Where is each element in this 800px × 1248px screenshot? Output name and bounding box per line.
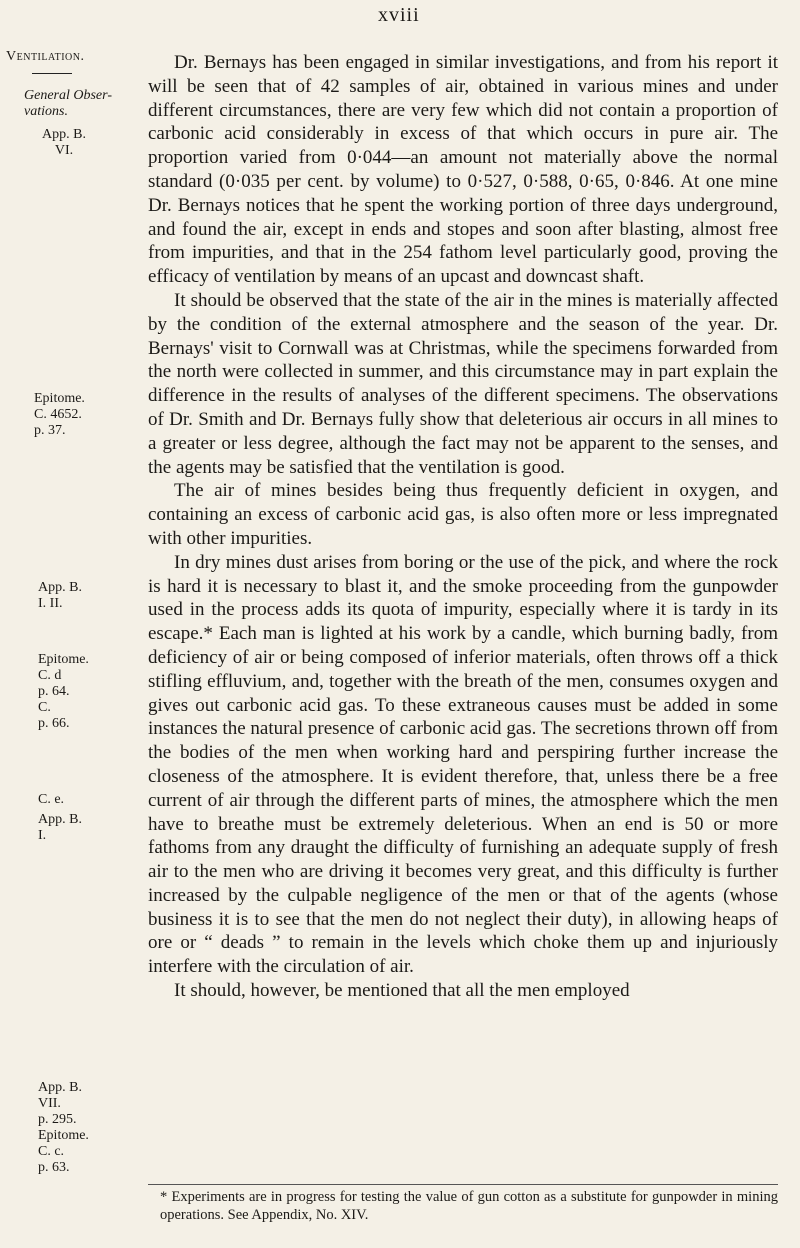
footnote-rule bbox=[148, 1184, 778, 1185]
paragraph-external-atmosphere: It should be observed that the state of the air in the mines is materially affected by the condition of the external atmosphere and the season of the year. Dr. Bernays' visit to Cornwall was at Christmas, while the specimens forwarded from the north were collected in summer, and this circumstance may in part explain the difference in the results of analyses of the different specimens. The observations of Dr. Smith and Dr. Bernays fully show that deleterious air occurs in all mines to a greater or less degree, although the fact may not be apparent to the senses, and the agents may be satisfied that the ventilation is good. bbox=[148, 289, 778, 478]
margin-note-app-b-i: App. B. I. bbox=[38, 812, 82, 843]
footnote-gun-cotton: * Experiments are in progress for testing the value of gun cotton as a substitute for gunpowder in mining operations. See Appendix, No. XIV. bbox=[160, 1189, 778, 1223]
body-text bbox=[148, 51, 778, 1003]
page-number: xviii bbox=[378, 4, 420, 26]
margin-note-ce: C. e. bbox=[38, 792, 65, 807]
margin-note-app-b-vi: App. B. VI. bbox=[42, 127, 86, 158]
margin-note-epitome-cd: Epitome. C. d p. 64. C. p. 66. bbox=[38, 652, 89, 731]
margin-note-app-b-vii: App. B. VII. p. 295. Epitome. C. c. p. 63. bbox=[38, 1080, 89, 1175]
margin-note-epitome-c4652: Epitome. C. 4652. p. 37. bbox=[34, 391, 85, 438]
margin-note-general-observations: General Obser- vations. bbox=[24, 88, 112, 119]
margin-note-app-b-i-ii: App. B. I. II. bbox=[38, 580, 82, 611]
paragraph-bernays-investigations: Dr. Bernays has been engaged in similar investigations, and from his report it will be seen that of 42 samples of air, obtained in various mines and under different circumstances, there are very few which did not contain a proportion of carbonic acid considerably in excess of that which occurs in pure air. The proportion varied from 0·044—an amount not materially above the normal standard (0·035 per cent. by volume) to 0·527, 0·588, 0·65, 0·846. At one mine Dr. Bernays notices that he spent the working portion of three days underground, and found the air, except in ends and stopes and soon after blasting, almost free from impurities, and that in the 254 fathom level particularly good, proving the efficacy of ventilation by means of an upcast and downcast shaft. bbox=[148, 52, 778, 288]
margin-note-ventilation: Ventilation. bbox=[6, 49, 85, 64]
margin-rule bbox=[32, 73, 72, 74]
paragraph-men-employed: It should, however, be mentioned that all the men employed bbox=[174, 980, 630, 1002]
paragraph-other-impurities: The air of mines besides being thus frequently deficient in oxygen, and containing an excess of carbonic acid gas, is also often more or less impregnated with other impurities. bbox=[148, 480, 778, 549]
paragraph-dry-mines-dust: In dry mines dust arises from boring or the use of the pick, and where the rock is hard it is necessary to blast it, and the smoke proceeding from the gunpowder used in the process adds its quota of impurity, especially where it is tardy in its escape.* Each man is lighted at his work by a candle, which burning badly, from deficiency of air or being composed of inferior materials, often throws off a thick stifling effluvium, and, together with the breath of the men, consumes oxygen and gives out carbonic acid gas. To these extraneous causes must be added in some instances the natural presence of carbonic acid gas. The secretions thrown off from the bodies of the men when working hard and perspiring further increase the closeness of the atmosphere. It is evident therefore, that, unless there be a free current of air through the different parts of mines, the atmosphere which the men have to breathe must be extremely deleterious. When an end is 50 or more fathoms from any draught the difficulty of furnishing an adequate supply of fresh air to the men who are driving it becomes very great, and this difficulty is further increased by the culpable negligence of the men or that of the agents (whose business it is to see that the men do not neglect their duty), in allowing heaps of ore or “ deads ” to remain in the levels which choke them up and injuriously interfere with the circulation of air. bbox=[148, 551, 778, 978]
